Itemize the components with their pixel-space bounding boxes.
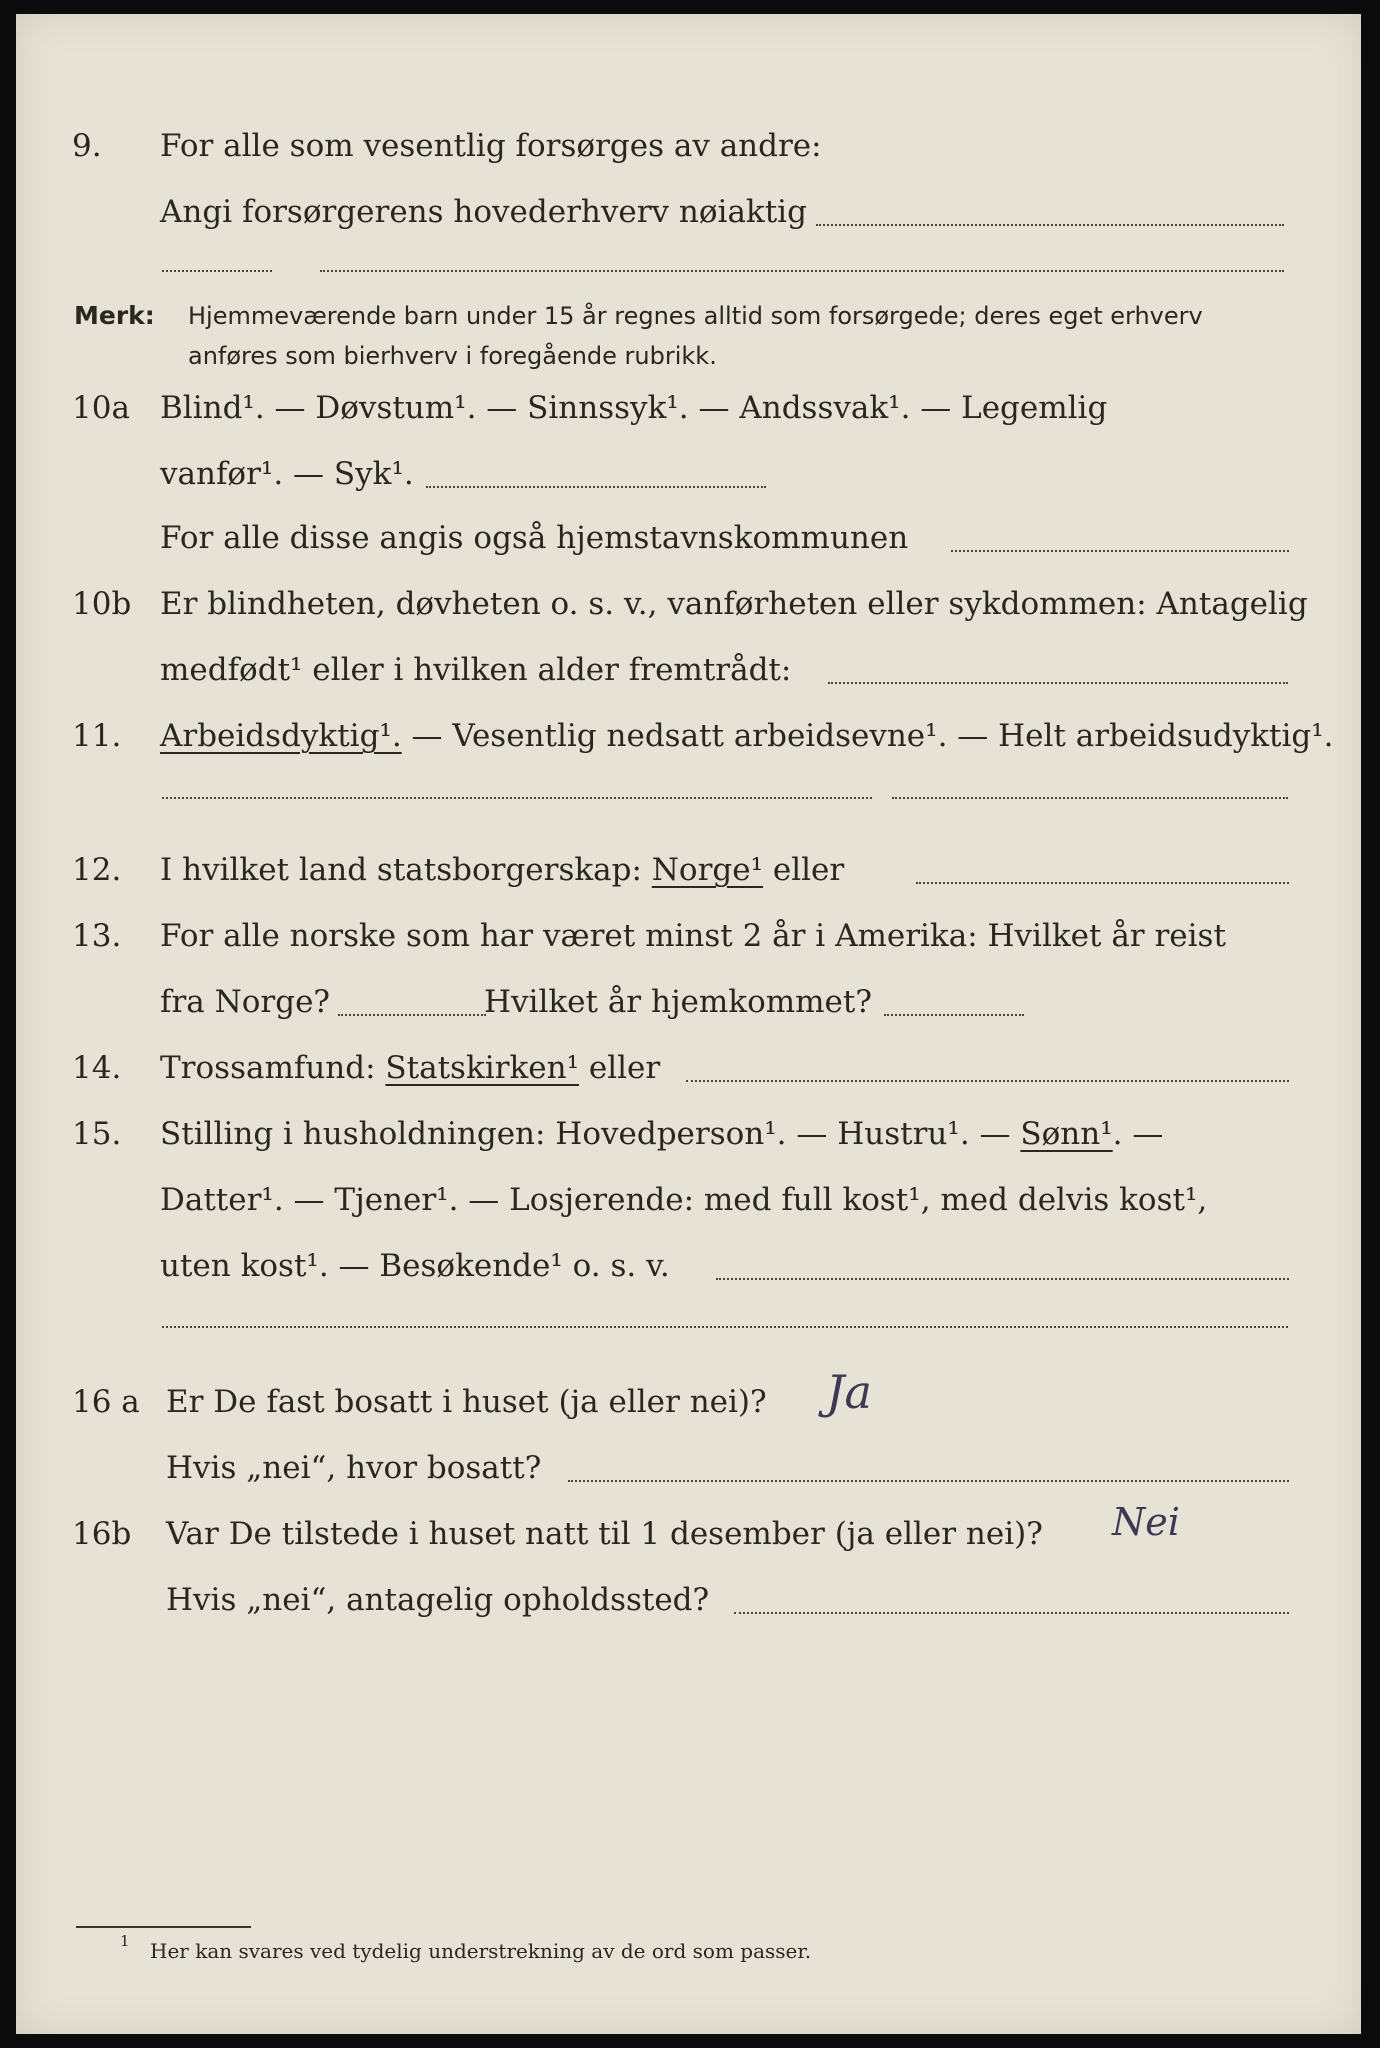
separator-line: [162, 797, 872, 799]
question-text: fra Norge?: [160, 984, 331, 1020]
question-13: [16, 912, 1361, 960]
question-10b-line2: [16, 646, 1361, 694]
question-number: 12.: [72, 852, 122, 888]
question-text-post: . —: [1112, 1116, 1164, 1152]
question-text: Var De tilstede i huset natt til 1 desember (ja eller nei)?: [166, 1516, 1043, 1552]
question-10a-line2: [16, 450, 1361, 498]
question-9-line2: [16, 188, 1361, 236]
question-12: [16, 846, 1361, 894]
question-text: For alle disse angis også hjemstavnskommunen: [160, 520, 909, 556]
question-10a: [16, 384, 1361, 432]
question-text: [160, 712, 1334, 760]
note-text: Hjemmeværende barn under 15 år regnes alltid som forsørgede; deres eget erhverv: [188, 302, 1203, 330]
answer-line: [686, 1080, 1289, 1082]
question-text: [160, 1110, 1163, 1158]
question-text: For alle som vesentlig forsørges av andre:: [160, 128, 822, 164]
question-text: medfødt¹ eller i hvilken alder fremtrådt:: [160, 652, 792, 688]
question-15-line3: [16, 1242, 1361, 1290]
question-text-post: eller: [763, 852, 845, 888]
handwritten-answer: Ja: [826, 1365, 872, 1419]
question-text-pre: Stilling i husholdningen: Hovedperson¹. — Hustru¹. —: [160, 1116, 1021, 1152]
question-number: 9.: [72, 128, 102, 164]
question-number: 13.: [72, 918, 122, 954]
answer-line: [828, 682, 1288, 684]
question-text: vanfør¹. — Syk¹.: [160, 456, 414, 492]
question-text: uten kost¹. — Besøkende¹ o. s. v.: [160, 1248, 670, 1284]
question-number: 15.: [72, 1116, 122, 1152]
question-text-pre: Trossamfund:: [160, 1050, 386, 1086]
question-15: [16, 1110, 1361, 1158]
question-text: Hvilket år hjemkommet?: [484, 984, 872, 1020]
question-16b-line2: [16, 1576, 1361, 1624]
question-text: [160, 846, 844, 894]
separator-line: [892, 797, 1288, 799]
underlined-answer: Arbeidsdyktig¹.: [160, 718, 402, 754]
question-16a-line2: [16, 1444, 1361, 1492]
separator-line: [162, 270, 272, 272]
question-15-line2: [16, 1176, 1361, 1224]
question-text: Hvis „nei“, hvor bosatt?: [166, 1450, 542, 1486]
question-text: Hvis „nei“, antagelig opholdssted?: [166, 1582, 710, 1618]
question-text: For alle norske som har været minst 2 år i Amerika: Hvilket år reist: [160, 918, 1226, 954]
question-number: 11.: [72, 718, 122, 754]
footnote-mark: 1: [120, 1932, 130, 1950]
answer-line: [916, 882, 1289, 884]
question-text: Datter¹. — Tjener¹. — Losjerende: med full kost¹, med delvis kost¹,: [160, 1182, 1208, 1218]
underlined-answer: Norge¹: [651, 852, 764, 888]
question-text: Er De fast bosatt i huset (ja eller nei)?: [166, 1384, 767, 1420]
underlined-answer: Statskirken¹: [385, 1050, 579, 1086]
question-text: Angi forsørgerens hovederhverv nøiaktig: [160, 194, 807, 230]
footnote-rule: [76, 1926, 251, 1928]
answer-line: [338, 1014, 486, 1016]
answer-line: [951, 550, 1289, 552]
question-11: [16, 712, 1361, 760]
question-16a: [16, 1378, 1361, 1426]
answer-line: [734, 1612, 1289, 1614]
question-text-pre: I hvilket land statsborgerskap:: [160, 852, 652, 888]
handwritten-answer: Nei: [1112, 1500, 1180, 1544]
question-13-line2: [16, 978, 1361, 1026]
note-merk: [16, 296, 1361, 376]
question-text-rest: — Vesentlig nedsatt arbeidsevne¹. — Helt arbeidsudyktig¹.: [401, 718, 1334, 754]
question-number: 16b: [72, 1516, 132, 1552]
census-form-page: [16, 14, 1361, 2034]
question-number: 10b: [72, 586, 132, 622]
answer-line: [568, 1480, 1289, 1482]
footnote-text: Her kan svares ved tydelig understrekning av de ord som passer.: [150, 1939, 812, 1963]
answer-line: [716, 1278, 1289, 1280]
answer-line: [426, 486, 766, 488]
question-number: 14.: [72, 1050, 122, 1086]
note-label: Merk:: [74, 301, 155, 330]
note-text: anføres som bierhverv i foregående rubrikk.: [188, 342, 717, 370]
question-text: [160, 1044, 660, 1092]
underlined-answer: Sønn¹: [1020, 1116, 1113, 1152]
question-14: [16, 1044, 1361, 1092]
question-text: Blind¹. — Døvstum¹. — Sinnssyk¹. — Andssvak¹. — Legemlig: [160, 390, 1108, 426]
question-9: [16, 122, 1361, 170]
separator-line: [320, 270, 1284, 272]
question-10b: [16, 580, 1361, 628]
question-number: 10a: [72, 390, 130, 426]
answer-line: [816, 224, 1284, 226]
question-number: 16 a: [72, 1384, 140, 1420]
question-10a-line3: [16, 514, 1361, 562]
separator-line: [162, 1326, 1288, 1328]
question-text: Er blindheten, døvheten o. s. v., vanførheten eller sykdommen: Antagelig: [160, 586, 1308, 622]
question-text-post: eller: [579, 1050, 661, 1086]
answer-line: [884, 1014, 1024, 1016]
